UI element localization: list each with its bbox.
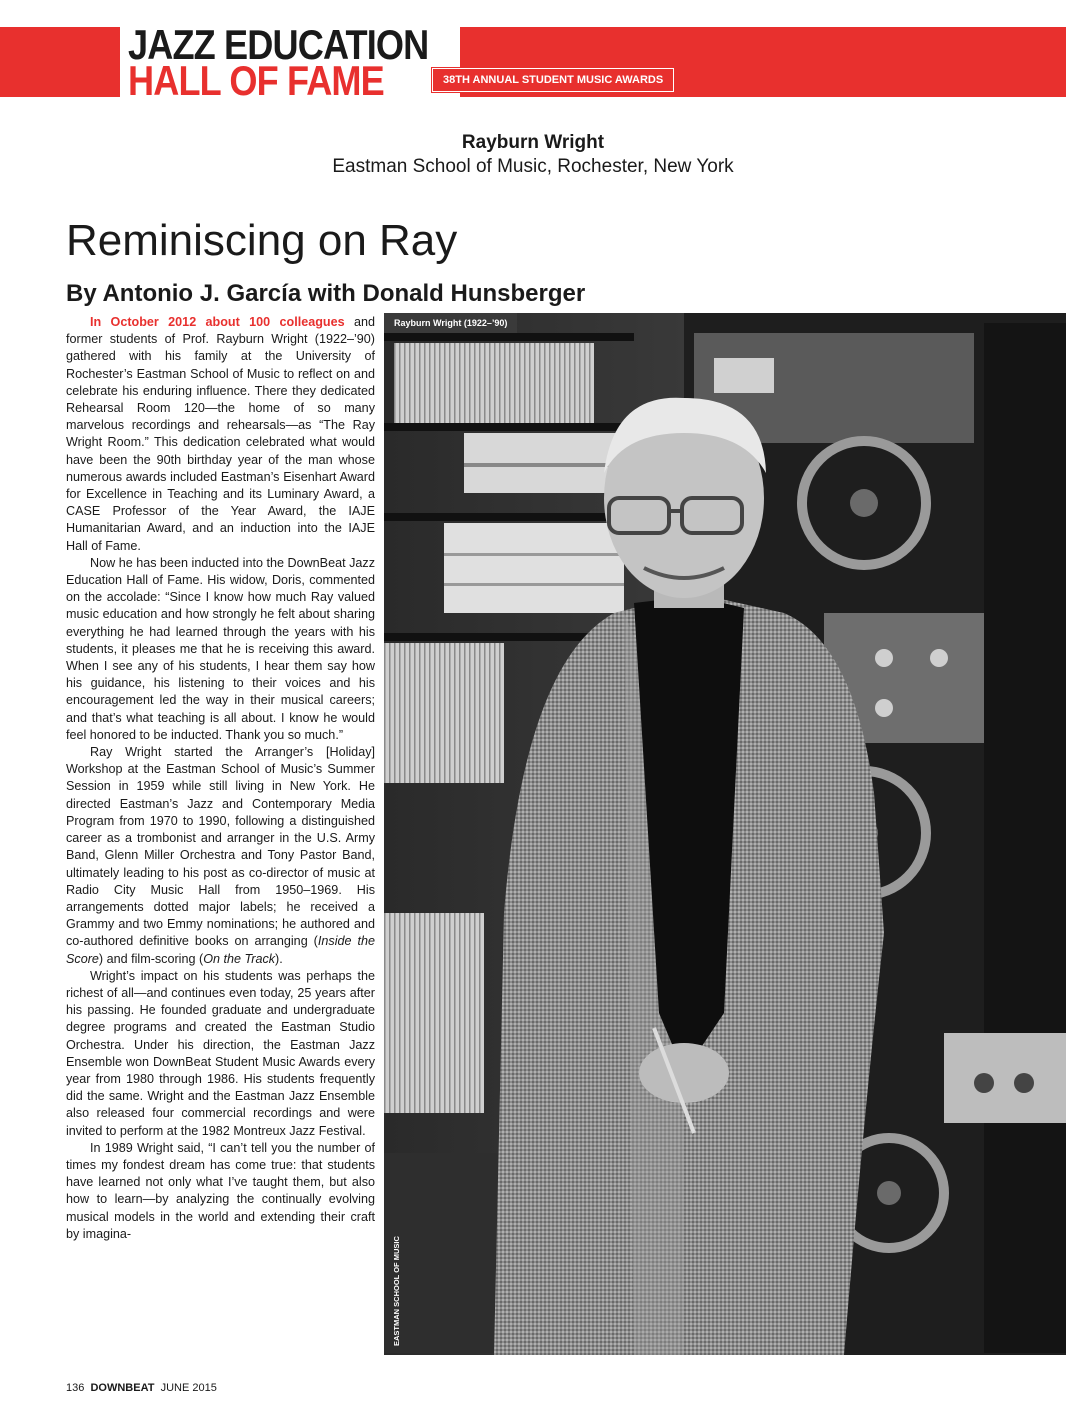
awards-tag: 38TH ANNUAL STUDENT MUSIC AWARDS: [432, 68, 674, 92]
paragraph-3-text-b: ) and film-scoring (: [98, 951, 204, 966]
magazine-name: DOWNBEAT: [90, 1382, 155, 1394]
paragraph-5: In 1989 Wright said, “I can’t tell you the number of times my fondest dream has come true: that students have learned not only what I’ve taught them, but also how to learn—by analyzing the continually evolving musical models in the world and extending their craft by imagina-: [66, 1140, 375, 1241]
article-headline: Reminiscing on Ray: [66, 216, 458, 265]
book-title-inside-the-score: Inside the Score: [66, 934, 375, 966]
paragraph-2: Now he has been inducted into the DownBeat Jazz Education Hall of Fame. His widow, Doris, commented on the accolade: “Since I know how much Ray valued music education and how strongly he felt about sharing everything he had learned through the years with his students, it pleases me that he is receiving this award. When I see any of his students, I hear them say how his guidance, his listening to their voices and his encouragement led the way in their musical careers; and that’s what teaching is all about. I know he would feel honored to be inducted. Thank you so much.”: [66, 555, 375, 742]
honoree-name: Rayburn Wright: [461, 132, 605, 153]
article-body: [66, 314, 375, 1354]
paragraph-4: Wright’s impact on his students was perhaps the richest of all—and continues even today, 25 years after his passing. He founded graduate and undergraduate degree programs and created the Eastman Studio Orchestra. Under his direction, the Eastman Jazz Ensemble won DownBeat Student Music Awards every year from 1980 through 1986. His students frequently did the same. Wright and the Eastman Jazz Ensemble also released four commercial recordings and were invited to perform at the 1982 Montreux Jazz Festival.: [66, 968, 375, 1138]
article-byline: By Antonio J. García with Donald Hunsberger: [66, 280, 586, 307]
page-footer: [66, 1382, 217, 1394]
paragraph-1: [66, 314, 375, 555]
paragraph-3: [66, 744, 375, 968]
portrait-photo: [384, 313, 1066, 1355]
book-title-on-the-track: On the Track: [203, 951, 276, 966]
photo-credit: EASTMAN SCHOOL OF MUSIC: [392, 1236, 401, 1346]
paragraph-3-text-c: ).: [275, 951, 283, 966]
issue-date: JUNE 2015: [160, 1382, 217, 1394]
section-title-line1: JAZZ EDUCATION: [128, 21, 429, 68]
paragraph-1-text: and former students of Prof. Rayburn Wright (1922–’90) gathered with his family at the University of Rochester’s Eastman School of Music to reflect on and celebrate his enduring influence. There they dedicated Rehearsal Room 120—the home of so many marvelous recordings and rehearsals—as “The Ray Wright Room.” This dedication celebrated what would have been the 90th birthday year of the man whose numerous awards included Eastman’s Eisenhart Award for Excellence in Teaching and its Luminary Award, a CASE Professor of the Year Award, the IAJE Humanitarian Award, and an induction into the IAJE Hall of Fame.: [66, 315, 375, 553]
lead-in: In October 2012 about 100 colleagues: [90, 315, 345, 329]
photo-caption: Rayburn Wright (1922–’90): [384, 313, 517, 333]
section-title-line2: HALL OF FAME: [128, 57, 384, 104]
honoree-school: Eastman School of Music, Rochester, New York: [332, 156, 734, 177]
page-number: 136: [66, 1382, 85, 1394]
portrait-photo-illustration: [384, 313, 1066, 1355]
paragraph-3-text-a: Ray Wright started the Arranger’s [Holiday] Workshop at the Eastman School of Music’s Summer Session in 1959 while still living in New York. He directed Eastman’s Jazz and Contemporary Media Program from 1970 to 1990, following a distinguished career as a trombonist and arranger in the U.S. Army Band, Glenn Miller Orchestra and Tony Pastor Band, ultimately leading to his post as co-director of music at Radio City Music Hall from 1950–1969. His arrangements dotted major labels; he received a Grammy and two Emmy nominations; he authored and co-authored definitive books on arranging (: [66, 745, 375, 949]
